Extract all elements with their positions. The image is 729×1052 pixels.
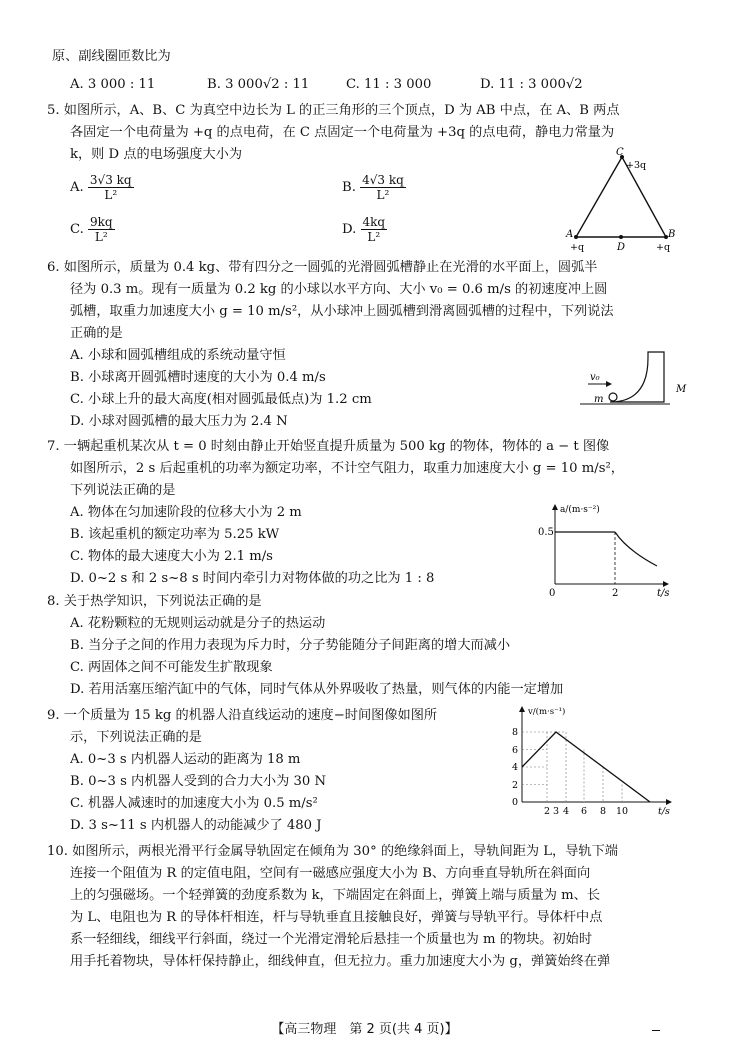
velocity-arrow-head: [606, 381, 612, 387]
q4-option-b: B. 3 000√2 : 11: [207, 77, 310, 92]
x-tick-2: 2: [544, 806, 551, 816]
x-tick-4: 4: [563, 806, 570, 816]
y-axis-label: v/(m·s⁻¹): [528, 707, 566, 717]
q5-option-a-fraction: $\frac{3√3 kq}{\text{L²}}$: [89, 173, 132, 202]
q7-stem-line1: 7. 一辆起重机某次从 t = 0 时刻由静止开始竖直提升质量为 500 kg 的物体，物体的 a − t 图像: [47, 439, 610, 454]
label-b: B: [668, 229, 676, 240]
q8-option-c: C. 两固体之间不可能发生扩散现象: [70, 660, 273, 675]
label-b-charge: +q: [656, 242, 671, 253]
q5-option-b-fraction: $\frac{4√3 kq}{\text{L²}}$: [362, 173, 404, 202]
q7-option-c: C. 物体的最大速度大小为 2.1 m/s: [70, 549, 273, 564]
grid-lines: [522, 732, 622, 802]
q7-option-d: D. 0~2 s 和 2 s~8 s 时间内牵引力对物体做的功之比为 1 : 8: [70, 571, 435, 586]
ball: [609, 393, 617, 401]
q8-stem: 8. 关于热学知识，下列说法正确的是: [47, 594, 262, 609]
y-tick-8: 8: [512, 727, 519, 738]
label-d: D: [617, 242, 626, 253]
q6-stem-line1: 6. 如图所示，质量为 0.4 kg、带有四分之一圆弧的光滑圆弧槽静止在光滑的水平面上，圆弧半: [47, 260, 598, 275]
q9-stem-line2: 示，下列说法正确的是: [70, 730, 202, 745]
q4-option-a: A. 3 000 : 11: [70, 77, 156, 92]
y-tick-4: 4: [512, 762, 519, 773]
q6-option-c: C. 小球上升的最大高度(相对圆弧最低点)为 1.2 cm: [70, 392, 372, 407]
q5-option-b: B. $\frac{4√3 kq}{\text{L²}}$: [342, 173, 404, 202]
x-axis-label: t/s: [657, 588, 670, 599]
q8-option-b: B. 当分子之间的作用力表现为斥力时，分子势能随分子间距离的增大而减小: [70, 638, 511, 653]
x-tick-6: 6: [581, 806, 588, 816]
q8-option-d: D. 若用活塞压缩汽缸中的气体，同时气体从外界吸收了热量，则气体的内能一定增加: [70, 682, 564, 697]
x-axis-arrow: [663, 581, 669, 587]
x-tick-10: 10: [616, 806, 629, 816]
q7-stem-line2: 如图所示，2 s 后起重机的功率为额定功率，不计空气阻力，取重力加速度大小 g = 10 m/s²，: [70, 461, 624, 476]
point-d: [619, 235, 623, 239]
label-M: M: [676, 384, 687, 395]
arc-groove: [610, 352, 664, 402]
q8-option-a: A. 花粉颗粒的无规则运动就是分子的热运动: [70, 616, 326, 631]
q9-option-a: A. 0~3 s 内机器人运动的距离为 18 m: [70, 752, 301, 767]
point-a: [574, 235, 578, 239]
footer-mark: [652, 1030, 660, 1031]
y-tick-label: 0.5: [538, 527, 554, 538]
label-a: A: [566, 229, 574, 240]
q10-stem-line5: 系一轻细线，细线平行斜面，绕过一个光滑定滑轮后悬挂一个质量也为 m 的物块。初始时: [70, 932, 593, 947]
y-tick-6: 6: [512, 745, 519, 756]
q9-option-b: B. 0~3 s 内机器人受到的合力大小为 30 N: [70, 774, 327, 789]
q9-option-c: C. 机器人减速时的加速度大小为 0.5 m/s²: [70, 796, 318, 811]
q9-vt-graph: [500, 704, 680, 820]
q6-stem-line4: 正确的是: [70, 326, 123, 341]
y-tick-0: 0: [512, 797, 519, 808]
q5-triangle-figure: [558, 145, 678, 257]
x-axis-label: t/s: [658, 806, 670, 816]
y-axis-arrow: [519, 706, 525, 712]
label-m: m: [594, 394, 604, 405]
q7-option-b: B. 该起重机的额定功率为 5.25 kW: [70, 527, 280, 542]
q7-at-graph: [535, 500, 675, 604]
label-a-charge: +q: [570, 242, 585, 253]
q5-option-d: D. $\frac{4kq}{\text{L²}}$: [342, 215, 386, 244]
q5-option-d-fraction: $\frac{4kq}{\text{L²}}$: [362, 215, 386, 244]
y-tick-2: 2: [512, 780, 519, 791]
origin-label: 0: [549, 588, 556, 599]
q5-stem-line1: 5. 如图所示，A、B、C 为真空中边长为 L 的正三角形的三个顶点，D 为 AB 中点，在 A、B 两点: [47, 103, 620, 118]
q7-option-a: A. 物体在匀加速阶段的位移大小为 2 m: [70, 505, 302, 520]
q9-option-d: D. 3 s~11 s 内机器人的动能减少了 480 J: [70, 818, 322, 833]
x-axis-arrow: [666, 799, 672, 805]
q6-option-a: A. 小球和圆弧槽组成的系统动量守恒: [70, 348, 286, 363]
q10-stem-line4: 为 L、电阻也为 R 的导体杆相连，杆与导轨垂直且接触良好，弹簧与导轨平行。导体杆中点: [70, 910, 603, 925]
q10-stem-line1: 10. 如图所示，两根光滑平行金属导轨固定在倾角为 30° 的绝缘斜面上，导轨间距为 L，导轨下端: [47, 844, 618, 859]
q10-stem-line6: 用手托着物块，导体杆保持静止，细线伸直，但无拉力。重力加速度大小为 g，弹簧始终在弹: [70, 954, 611, 969]
label-v0: v₀: [590, 372, 600, 383]
q10-stem-line2: 连接一个阻值为 R 的定值电阻，空间有一磁感应强度大小为 B、方向垂直导轨所在斜面向: [70, 866, 591, 881]
q4-option-d: D. 11 : 3 000√2: [480, 77, 583, 92]
y-axis-arrow: [552, 504, 558, 510]
q4-option-c: C. 11 : 3 000: [346, 77, 432, 92]
x-tick-label: 2: [612, 588, 619, 599]
q9-stem-line1: 9. 一个质量为 15 kg 的机器人沿直线运动的速度−时间图像如图所: [47, 708, 438, 723]
x-tick-8: 8: [600, 806, 607, 816]
q5-option-c: C. $\frac{9kq}{\text{L²}}$: [70, 215, 113, 244]
q5-option-a: A. $\frac{3√3 kq}{\text{L²}}$: [70, 173, 132, 202]
page-footer: 【高三物理 第 2 页(共 4 页)】: [271, 1022, 458, 1037]
q6-option-b: B. 小球离开圆弧槽时速度的大小为 0.4 m/s: [70, 370, 326, 385]
decreasing-acceleration-curve: [615, 532, 657, 566]
label-c-charge: +3q: [626, 160, 647, 171]
velocity-line: [522, 732, 650, 802]
x-tick-3: 3: [553, 806, 560, 816]
q10-stem-line3: 上的匀强磁场。一个轻弹簧的劲度系数为 k，下端固定在斜面上，弹簧上端与质量为 m、长: [70, 888, 601, 903]
q5-stem-line3: k，则 D 点的电场强度大小为: [70, 147, 243, 162]
q6-option-d: D. 小球对圆弧槽的最大压力为 2.4 N: [70, 414, 288, 429]
triangle-shape: [576, 157, 666, 237]
q7-stem-line3: 下列说法正确的是: [70, 483, 176, 498]
q6-groove-figure: [570, 350, 690, 416]
label-c: C: [616, 147, 624, 158]
q5-option-c-fraction: $\frac{9kq}{\text{L²}}$: [90, 215, 113, 244]
y-axis-label: a/(m·s⁻²): [560, 505, 600, 515]
q5-stem-line2: 各固定一个电荷量为 +q 的点电荷，在 C 点固定一个电荷量为 +3q 的点电荷，静电力常量为: [70, 125, 615, 140]
q6-stem-line2: 径为 0.3 m。现有一质量为 0.2 kg 的小球以水平方向、大小 v₀ = 0.6 m/s 的初速度冲上圆: [70, 282, 608, 297]
q4-tail-text: 原、副线圈匝数比为: [52, 49, 171, 64]
q6-stem-line3: 弧槽，取重力加速度大小 g = 10 m/s²，从小球冲上圆弧槽到滑离圆弧槽的过程中，下列说法: [70, 304, 614, 319]
